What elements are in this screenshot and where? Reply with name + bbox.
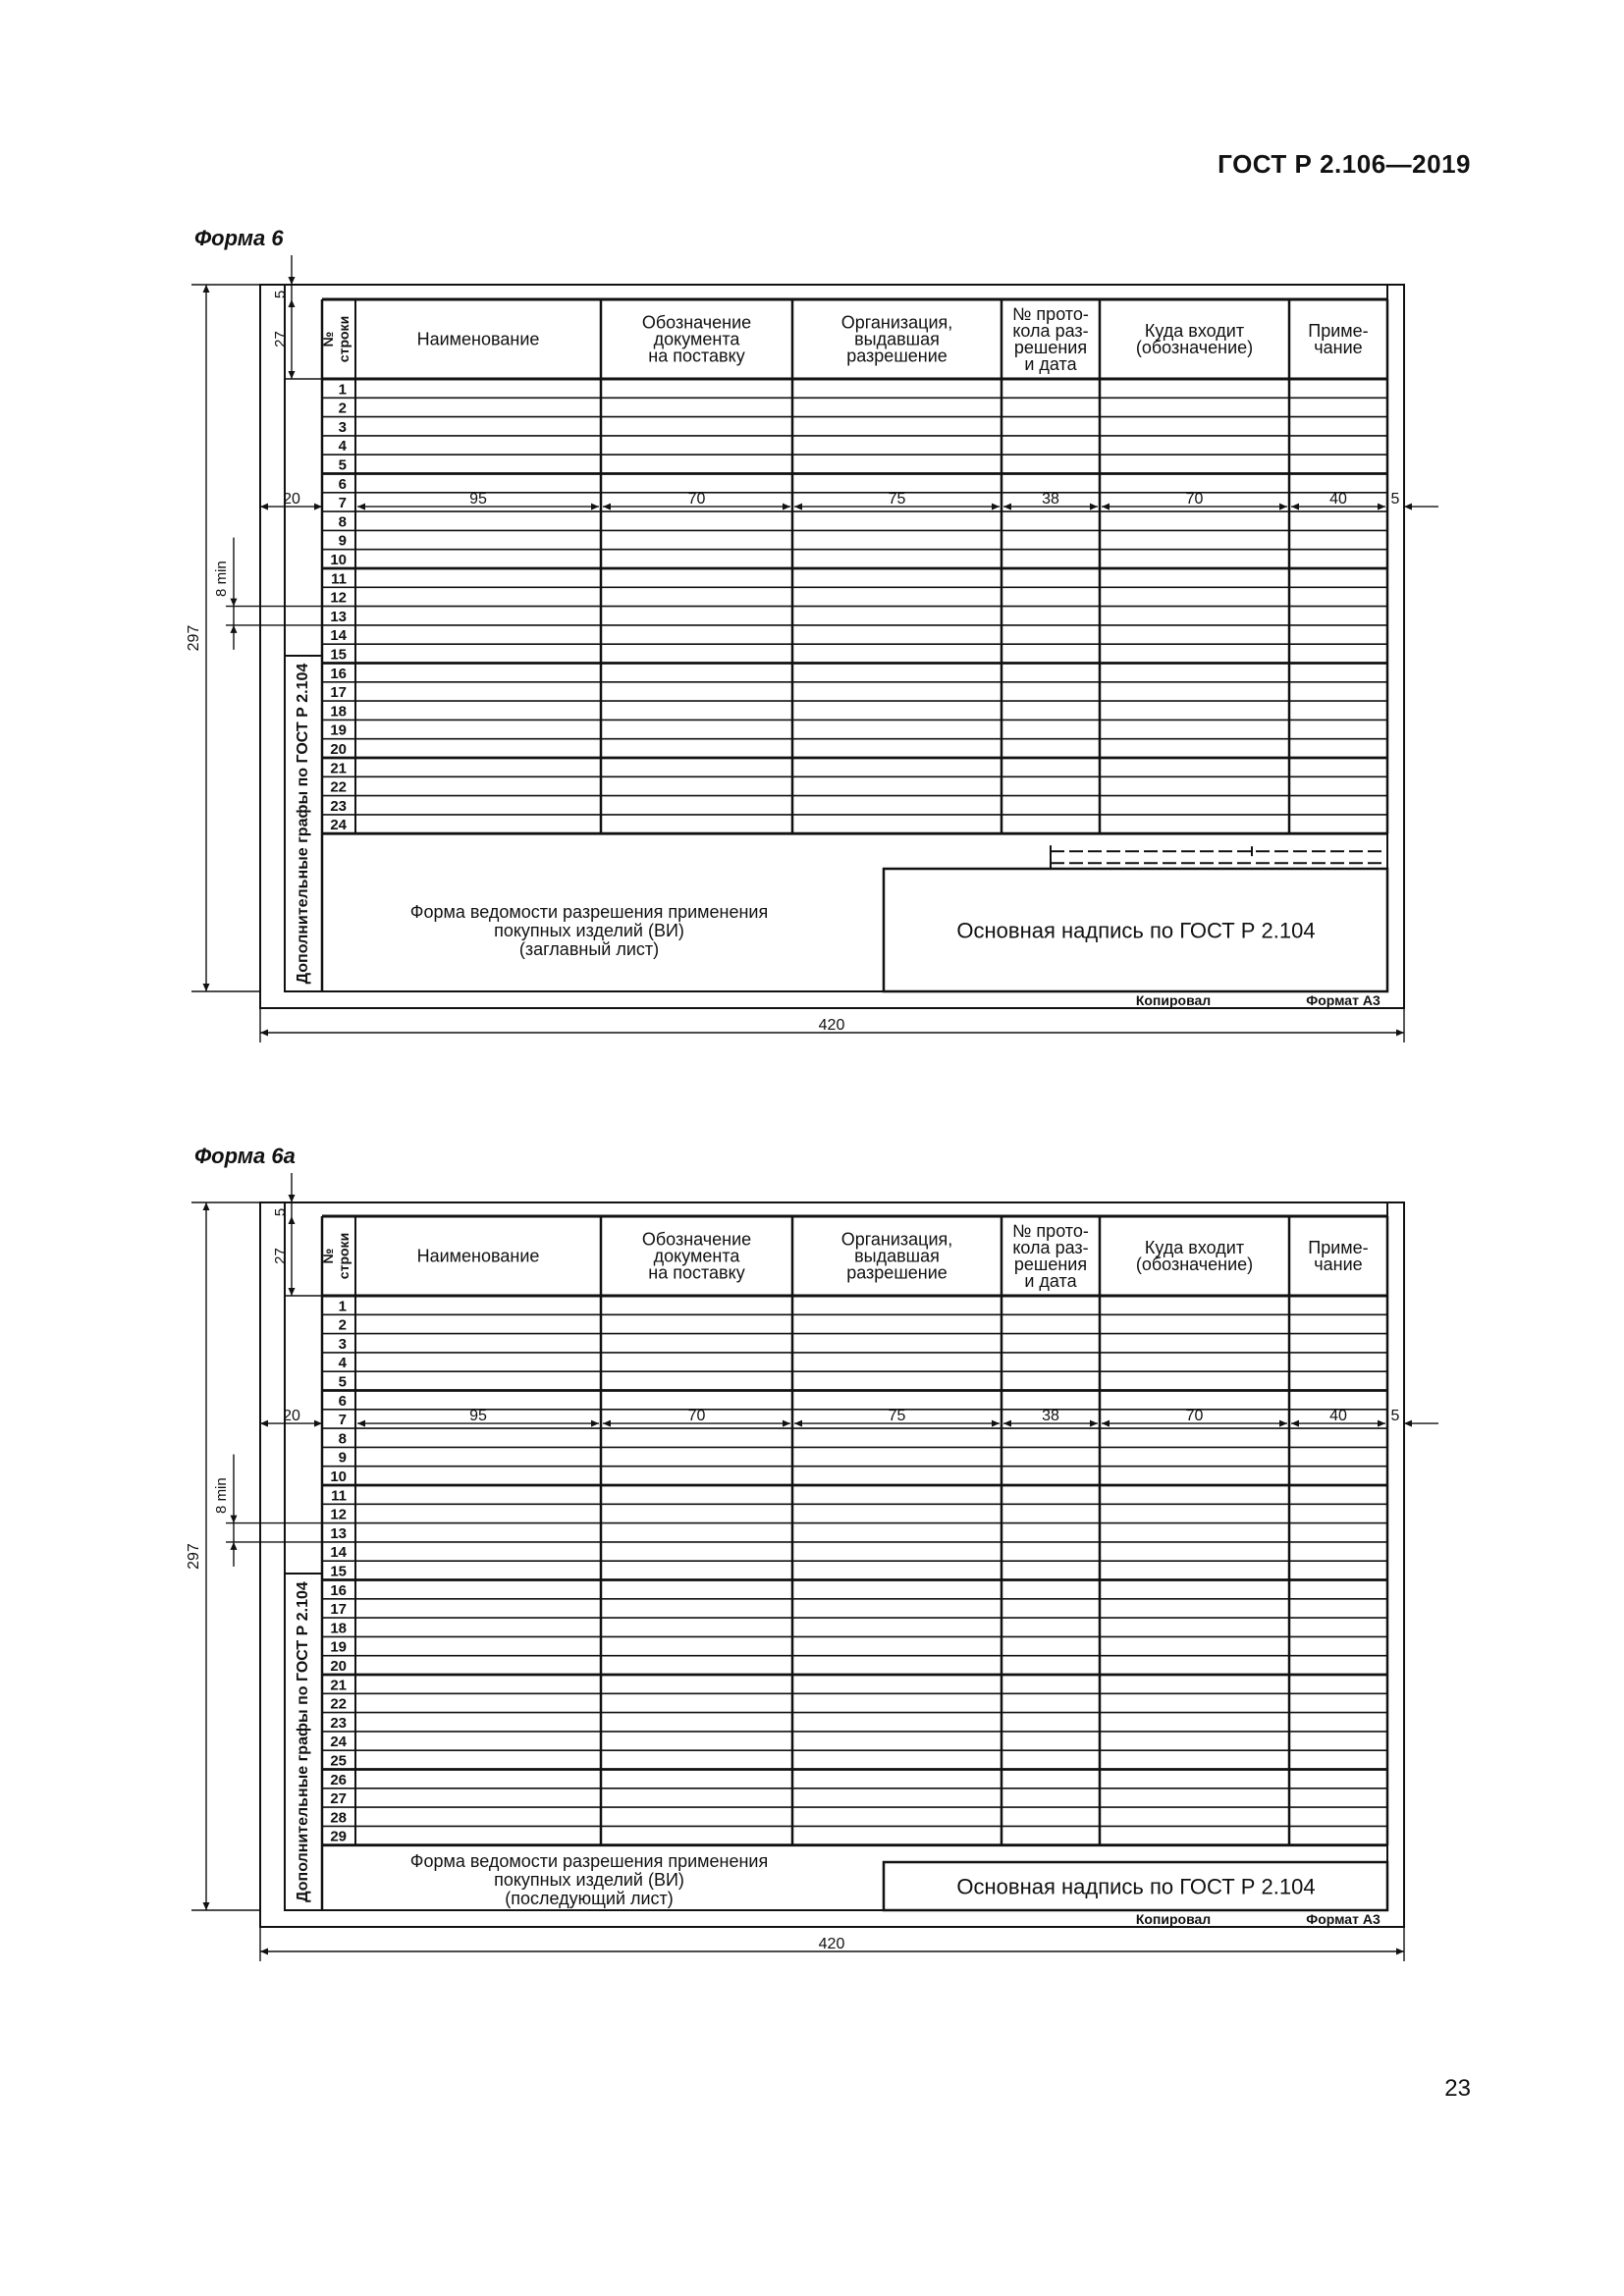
- right-margin-dimension: 5: [1390, 491, 1400, 508]
- column-header-4: кола раз-: [1012, 321, 1089, 341]
- row-number: 9: [338, 1449, 347, 1467]
- form-caption: (заглавный лист): [518, 939, 660, 959]
- row-number: 6: [338, 475, 347, 493]
- column-header-6: Приме-: [1308, 321, 1369, 341]
- row-number: 7: [338, 1412, 347, 1429]
- row-number: 1: [338, 1298, 347, 1315]
- row-number: 13: [330, 608, 347, 625]
- arrow-head: [783, 1420, 790, 1427]
- copied-label: Копировал: [1135, 992, 1212, 1008]
- row-number: 5: [338, 1373, 347, 1391]
- row-number: 24: [330, 1734, 347, 1751]
- column-width-dimension: 75: [888, 491, 906, 508]
- title-block-label: Основная надпись по ГОСТ Р 2.104: [956, 918, 1316, 943]
- column-header-6: чание: [1314, 338, 1363, 357]
- column-header-4: кола раз-: [1012, 1238, 1089, 1257]
- column-width-dimension: 38: [1042, 491, 1059, 508]
- column-header-2: Обозначение: [641, 312, 752, 333]
- column-header-5: (обозначение): [1135, 338, 1254, 357]
- row-number: 9: [338, 532, 347, 550]
- column-header-3: выдавшая: [854, 329, 940, 349]
- column-header-4: решения: [1013, 338, 1088, 357]
- title-block-label: Основная надпись по ГОСТ Р 2.104: [956, 1874, 1316, 1899]
- header-height-dimension: 27: [272, 1248, 289, 1264]
- column-header-4: и дата: [1024, 354, 1077, 374]
- row-number: 17: [330, 684, 347, 702]
- arrow-head: [260, 1420, 268, 1427]
- arrow-head: [1378, 1420, 1385, 1427]
- row-number: 5: [338, 456, 347, 474]
- row-number: 4: [338, 438, 347, 455]
- row-number: 25: [330, 1752, 347, 1770]
- column-header-3: Организация,: [840, 312, 953, 333]
- row-number: 10: [330, 552, 347, 568]
- row-number: 4: [338, 1355, 347, 1372]
- additional-columns-label: Дополнительные графы по ГОСТ Р 2.104: [295, 663, 311, 985]
- arrow-head: [203, 1902, 210, 1910]
- column-header-2: на поставку: [648, 346, 745, 366]
- arrow-head: [1396, 1949, 1404, 1955]
- column-width-dimension: 95: [469, 1408, 487, 1425]
- arrow-head: [231, 1516, 238, 1523]
- row-number: 11: [331, 1487, 347, 1505]
- column-width-dimension: 70: [687, 1408, 706, 1425]
- row-number-header: строки: [336, 315, 352, 363]
- form-caption: Форма ведомости разрешения применения: [409, 902, 769, 922]
- row-number: 8: [338, 513, 347, 531]
- row-number: 26: [330, 1771, 347, 1789]
- row-number: 3: [338, 1335, 347, 1353]
- sheet-height-dimension: 297: [186, 624, 202, 652]
- copied-label: Копировал: [1135, 1911, 1212, 1927]
- row-number: 14: [330, 1544, 347, 1562]
- arrow-head: [591, 1420, 599, 1427]
- format-label: Формат А3: [1306, 1911, 1380, 1927]
- row-number: 2: [338, 400, 347, 417]
- column-width-dimension: 75: [888, 1408, 906, 1425]
- sheet-width-dimension: 420: [818, 1017, 845, 1034]
- row-number: 6: [338, 1392, 347, 1410]
- right-margin-dimension: 5: [1390, 1408, 1400, 1425]
- row-number: 18: [330, 1620, 347, 1637]
- row-number: 21: [330, 760, 347, 777]
- row-number: 23: [330, 1714, 347, 1732]
- column-header-3: выдавшая: [854, 1246, 940, 1266]
- row-number: 12: [330, 1506, 347, 1523]
- row-number: 29: [330, 1828, 347, 1845]
- sheet-height-dimension: 297: [186, 1543, 202, 1570]
- drawing-frame: [285, 1202, 1387, 1910]
- column-header-6: чание: [1314, 1255, 1363, 1274]
- row-number: 7: [338, 495, 347, 512]
- form-caption: (последующий лист): [505, 1889, 674, 1908]
- row-number-header: №: [320, 331, 336, 347]
- row-number: 22: [330, 778, 347, 796]
- row-number: 10: [330, 1468, 347, 1485]
- header-height-dimension: 27: [272, 331, 289, 347]
- column-header-3: разрешение: [846, 1262, 947, 1283]
- row-number: 16: [330, 1581, 347, 1599]
- column-header-6: Приме-: [1308, 1238, 1369, 1257]
- row-number: 12: [330, 589, 347, 607]
- arrow-head: [289, 1216, 296, 1224]
- column-header-1: Наименование: [416, 329, 540, 349]
- form-caption: покупных изделий (ВИ): [494, 1870, 684, 1890]
- additional-columns-label: Дополнительные графы по ГОСТ Р 2.104: [295, 1581, 311, 1902]
- column-width-dimension: 95: [469, 491, 487, 508]
- arrow-head: [1291, 1420, 1299, 1427]
- row-number: 15: [330, 646, 347, 664]
- arrow-head: [289, 1195, 296, 1202]
- form-6-label: Форма 6: [194, 226, 284, 250]
- row-number: 19: [330, 721, 347, 739]
- row-number: 8: [338, 1430, 347, 1448]
- arrow-head: [992, 1420, 1000, 1427]
- arrow-head: [1279, 1420, 1287, 1427]
- row-number: 27: [330, 1790, 347, 1808]
- sheet-outline: [260, 1202, 1404, 1927]
- row-number: 3: [338, 418, 347, 436]
- arrow-head: [357, 1420, 365, 1427]
- row-number: 11: [331, 570, 347, 588]
- column-header-2: на поставку: [648, 1262, 745, 1283]
- form-caption: покупных изделий (ВИ): [494, 921, 684, 940]
- row-number: 20: [330, 741, 347, 758]
- column-header-5: (обозначение): [1135, 1255, 1254, 1274]
- row-number: 17: [330, 1601, 347, 1619]
- arrow-head: [1102, 1420, 1110, 1427]
- left-margin-dimension: 20: [283, 1408, 300, 1425]
- column-width-dimension: 70: [1185, 491, 1204, 508]
- column-header-5: Куда входит: [1144, 321, 1245, 341]
- arrow-head: [289, 1288, 296, 1296]
- row-number: 20: [330, 1658, 347, 1675]
- column-width-dimension: 38: [1042, 1408, 1059, 1425]
- arrow-head: [1090, 1420, 1098, 1427]
- column-header-4: решения: [1013, 1255, 1088, 1274]
- row-min-dimension: 8 min: [213, 561, 230, 597]
- row-number-header: строки: [336, 1232, 352, 1280]
- arrow-head: [1404, 1420, 1412, 1427]
- column-header-4: № прото-: [1012, 1221, 1089, 1241]
- row-number: 18: [330, 703, 347, 721]
- column-width-dimension: 70: [687, 491, 706, 508]
- row-number: 21: [330, 1677, 347, 1694]
- sheet-width-dimension: 420: [818, 1936, 845, 1952]
- column-header-4: и дата: [1024, 1271, 1077, 1291]
- arrow-head: [794, 1420, 802, 1427]
- column-header-3: Организация,: [840, 1229, 953, 1250]
- column-width-dimension: 40: [1329, 1408, 1347, 1425]
- column-header-4: № прото-: [1012, 304, 1089, 324]
- row-number: 16: [330, 665, 347, 682]
- arrow-head: [260, 1949, 268, 1955]
- column-header-1: Наименование: [416, 1246, 540, 1266]
- row-number: 22: [330, 1695, 347, 1713]
- row-number: 28: [330, 1809, 347, 1827]
- form-caption: Форма ведомости разрешения применения: [409, 1851, 769, 1871]
- row-number: 2: [338, 1316, 347, 1334]
- column-header-2: документа: [653, 1246, 740, 1266]
- arrow-head: [1003, 1420, 1011, 1427]
- document-header: ГОСТ Р 2.106—2019: [1218, 149, 1471, 179]
- format-label: Формат А3: [1306, 992, 1380, 1008]
- arrow-head: [603, 1420, 611, 1427]
- column-header-2: документа: [653, 329, 740, 349]
- row-number: 14: [330, 627, 347, 645]
- arrow-head: [231, 1542, 238, 1550]
- row-min-dimension: 8 min: [213, 1477, 230, 1514]
- page-number: 23: [1444, 2075, 1471, 2102]
- left-margin-dimension: 20: [283, 491, 300, 508]
- form-6a-label: Форма 6а: [194, 1144, 296, 1168]
- row-number-header: №: [320, 1248, 336, 1264]
- row-number: 19: [330, 1638, 347, 1656]
- top-margin-dimension: 5: [272, 290, 289, 299]
- column-width-dimension: 40: [1329, 491, 1347, 508]
- column-header-3: разрешение: [846, 346, 947, 366]
- row-number: 24: [330, 817, 347, 834]
- row-number: 13: [330, 1524, 347, 1542]
- top-margin-dimension: 5: [272, 1207, 289, 1217]
- row-number: 15: [330, 1563, 347, 1580]
- column-header-2: Обозначение: [641, 1229, 752, 1250]
- column-header-5: Куда входит: [1144, 1238, 1245, 1257]
- arrow-head: [203, 1202, 210, 1210]
- row-number: 23: [330, 797, 347, 815]
- row-number: 1: [338, 381, 347, 399]
- column-width-dimension: 70: [1185, 1408, 1204, 1425]
